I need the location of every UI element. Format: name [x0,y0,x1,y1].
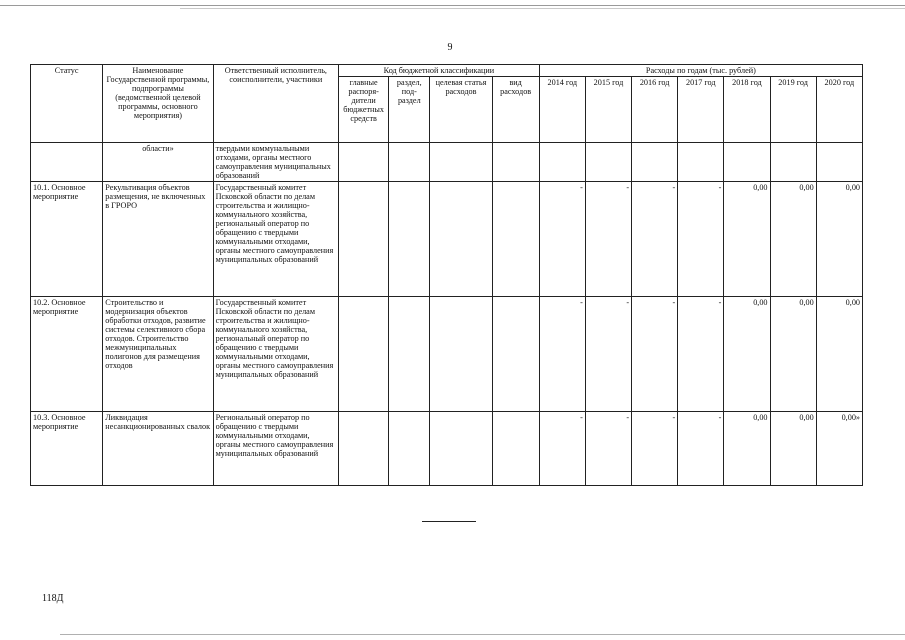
row-responsible: Государственный комитет Псковской области по делам строительства и жилищно-коммунального хозяйства, региональный оператор по обращению с твердыми коммунальными отходами, органы местного самоуправления муниципальных образований [213,297,338,412]
row-value [678,143,724,182]
page-number: 9 [447,42,453,53]
budget-cell [389,297,430,412]
header-year: 2017 год [678,77,724,143]
row-value: 0,00 [724,182,770,297]
row-value: 0,00 [770,182,816,297]
row-value: - [585,297,631,412]
header-budget-sub: раздел, под-раздел [389,77,430,143]
table-row [31,182,863,297]
row-value: 0,00 [816,182,862,297]
header-status: Статус [31,65,103,143]
row-value: - [632,412,678,486]
row-status: 10.3. Основное мероприятие [31,412,103,486]
header-expenses: Расходы по годам (тыс. рублей) [539,65,862,77]
row-value [585,143,631,182]
header-budget-code: Код бюджетной классификации [339,65,540,77]
row-name: Строительство и модернизация объектов обработки отходов, развитие системы селективного сбора отходов. Строительство межмуниципальных полигонов для размещения отходов [103,297,213,412]
footer-divider [422,521,476,522]
header-budget-sub: главные распоря-дители бюджетных средств [339,77,389,143]
row-value [724,143,770,182]
row-value [539,143,585,182]
row-value [770,143,816,182]
header-year: 2014 год [539,77,585,143]
row-responsible: твердыми коммунальными отходами, органы местного самоуправления муниципальных образований [213,143,338,182]
budget-cell [492,412,539,486]
header-year: 2015 год [585,77,631,143]
row-value: - [678,297,724,412]
row-name: Рекультивация объектов размещения, не включенных в ГРОРО [103,182,213,297]
row-value: - [539,412,585,486]
budget-cell [492,143,539,182]
budget-cell [339,143,389,182]
budget-cell [389,143,430,182]
row-status: 10.2. Основное мероприятие [31,297,103,412]
row-value: - [539,182,585,297]
row-value: - [632,297,678,412]
budget-cell [389,182,430,297]
scan-edge-top [0,5,905,6]
budget-cell [430,412,492,486]
budget-cell [339,182,389,297]
row-value: - [632,182,678,297]
row-value [816,143,862,182]
row-name: области» [103,143,213,182]
header-year: 2018 год [724,77,770,143]
row-value: 0,00» [816,412,862,486]
row-value: 0,00 [770,412,816,486]
header-row-1 [31,65,863,77]
scan-edge-bottom [60,634,905,635]
header-year: 2019 год [770,77,816,143]
budget-cell [430,143,492,182]
row-status [31,143,103,182]
budget-cell [389,412,430,486]
header-budget-sub: вид расходов [492,77,539,143]
row-status: 10.1. Основное мероприятие [31,182,103,297]
table-row [31,297,863,412]
budget-table [30,64,863,486]
budget-cell [430,297,492,412]
row-responsible: Государственный комитет Псковской области по делам строительства и жилищно-коммунального хозяйства, региональный оператор по обращению с твердыми коммунальными отходами, органы местного самоуправления муниципальных образований [213,182,338,297]
row-value: - [585,182,631,297]
row-value: 0,00 [770,297,816,412]
budget-cell [339,297,389,412]
row-responsible: Региональный оператор по обращению с твердыми коммунальными отходами, органы местного самоуправления муниципальных образований [213,412,338,486]
budget-cell [492,297,539,412]
header-name: Наименование Государственной программы, подпрограммы (ведомственной целевой программы, основного мероприятия) [103,65,213,143]
budget-cell [339,412,389,486]
header-year: 2016 год [632,77,678,143]
row-value: - [678,182,724,297]
header-responsible: Ответственный исполнитель, соисполнители, участники [213,65,338,143]
row-value: 0,00 [724,297,770,412]
row-value: - [678,412,724,486]
row-value: 0,00 [816,297,862,412]
row-value: - [585,412,631,486]
header-year: 2020 год [816,77,862,143]
budget-cell [492,182,539,297]
row-value [632,143,678,182]
row-name: Ликвидация несанкционированных свалок [103,412,213,486]
row-value: 0,00 [724,412,770,486]
header-budget-sub: целевая статья расходов [430,77,492,143]
table-row [31,143,863,182]
budget-cell [430,182,492,297]
row-value: - [539,297,585,412]
table-row [31,412,863,486]
scan-edge-top-secondary [180,8,905,9]
footer-code: 118Д [42,593,64,604]
